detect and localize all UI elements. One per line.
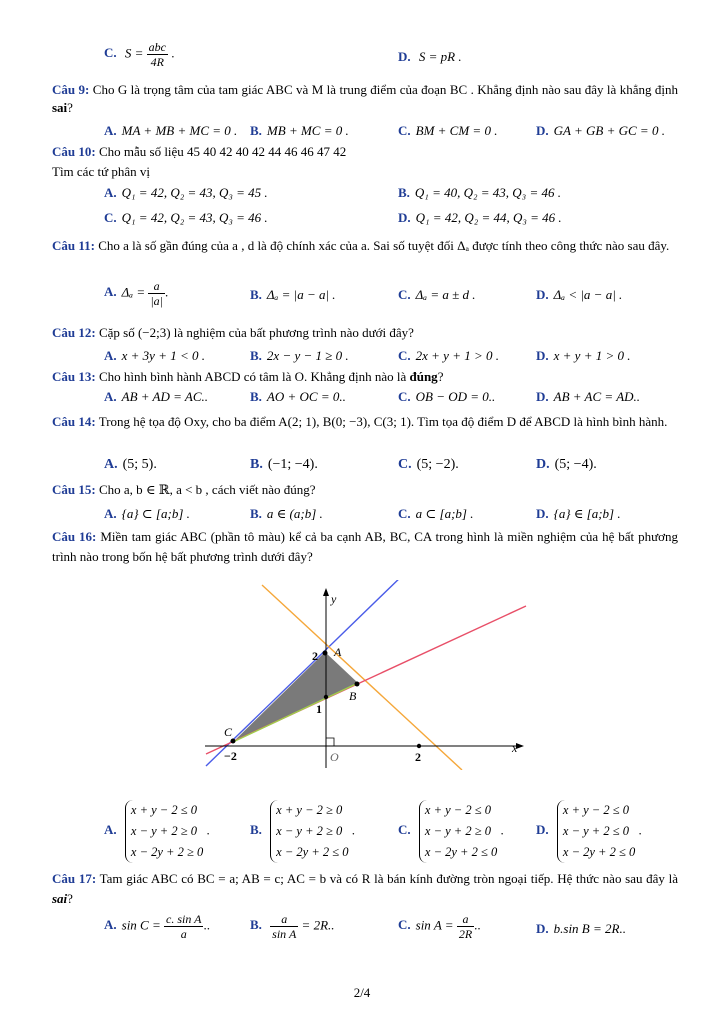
q10-option-a: A. Q₁ = 42, Q₂ = 43, Q₃ = 45 . — [104, 185, 268, 200]
q15-stem: Câu 15: Cho a, b ∈ ℝ, a < b , cách viết nào đúng? — [52, 482, 316, 497]
point-a — [323, 651, 328, 656]
q12-stem: Câu 12: Cặp số (−2;3) là nghiệm của bất phương trình nào dưới đây? — [52, 325, 414, 340]
q9-option-a: A. MA + MB + MC = 0 . — [104, 123, 238, 138]
q14-option-c: C. (5; −2). — [398, 457, 459, 472]
tick-y2: 2 — [312, 649, 318, 663]
origin-mark — [326, 738, 334, 746]
y-axis-arrow — [323, 588, 329, 596]
tick-x2: 2 — [415, 750, 421, 764]
q11-option-a: A. Δₐ = $\frac{a}{|a|}$ . — [104, 279, 169, 308]
q13-option-a: A. AB + AD = AC.. — [104, 389, 209, 404]
q10-option-d: D. Q₁ = 42, Q₂ = 44, Q₃ = 46 . — [398, 210, 562, 225]
q10-stem: Câu 10: Cho mẫu số liệu 45 40 42 40 42 44 46 46 47 42 — [52, 144, 347, 159]
q14-stem: Câu 14: Trong hệ tọa độ Oxy, cho ba điểm A(2; 1), B(0; −3), C(3; 1). Tìm tọa độ điểm D để ABCD là hình bình hành. — [52, 414, 668, 429]
inequality-system: x + y − 2 ≥ 0 x − y + 2 ≥ 0 x − 2y + 2 ≤ 0 — [270, 800, 348, 863]
q9-option-c: C. BM + CM = 0 . — [398, 123, 498, 138]
q17-option-c: C. sin A = $\frac{a}{2R}$ .. — [398, 912, 481, 941]
q16-option-b: B. x + y − 2 ≥ 0 x − y + 2 ≥ 0 x − 2y + 2 ≤ 0 . — [250, 800, 355, 863]
q12-option-d: D. x + y + 1 > 0 . — [536, 348, 631, 363]
label-x: x — [512, 741, 518, 755]
inequality-system: x + y − 2 ≤ 0 x − y + 2 ≥ 0 x − 2y + 2 ≥ 0 — [125, 800, 203, 863]
q11-option-c: C. Δₐ = a ± d . — [398, 287, 476, 302]
q14-option-a: A. (5; 5). — [104, 457, 157, 472]
point-x2 — [417, 744, 421, 748]
point-c — [231, 739, 236, 744]
q9-stem: Câu 9: Cho G là trọng tâm của tam giác ABC và M là trung điểm của đoạn BC . Khẳng định nào sau đây là khẳng định sai? — [52, 82, 679, 115]
q8-option-c: C. S = $\frac{\text{abc}}{4R}$ . — [104, 40, 175, 69]
q14-option-b: B. (−1; −4). — [250, 457, 318, 472]
q9-option-b: B. MB + MC = 0 . — [250, 123, 349, 138]
q15-option-b: B. a ∈ (a;b] . — [250, 506, 323, 521]
point-y1 — [324, 695, 328, 699]
q16-graph — [200, 580, 530, 770]
q16-option-a: A. x + y − 2 ≤ 0 x − y + 2 ≥ 0 x − 2y + 2 ≥ 0 . — [104, 800, 210, 863]
shaded-region — [233, 652, 358, 742]
q16-option-c: C. x + y − 2 ≤ 0 x − y + 2 ≥ 0 x − 2y + 2 ≤ 0 . — [398, 800, 504, 863]
q10-option-c: C. Q₁ = 42, Q₂ = 43, Q₃ = 46 . — [104, 210, 268, 225]
label-c: C — [224, 725, 233, 739]
q17-option-a: A. sin C = $\frac{\text{c. sin A}}{a}$ .. — [104, 912, 210, 941]
tick-y1: 1 — [316, 702, 322, 716]
q14-option-d: D. (5; −4). — [536, 457, 597, 472]
q9-option-d: D. GA + GB + GC = 0 . — [536, 123, 665, 138]
q11-stem: Câu 11: Cho a là số gần đúng của a , d là độ chính xác của a. Sai số tuyệt đối Δₐ được tính theo công thức nào sau đây. — [52, 238, 670, 253]
q8-option-d: D. S = pR . — [398, 49, 462, 64]
q16-option-d: D. x + y − 2 ≤ 0 x − y + 2 ≤ 0 x − 2y + 2 ≤ 0 . — [536, 800, 642, 863]
tick-xm2: −2 — [224, 749, 237, 763]
q17-option-d: D. b.sin B = 2R.. — [536, 921, 626, 936]
q13-option-b: B. AO + OC = 0.. — [250, 389, 346, 404]
inequality-system: x + y − 2 ≤ 0 x − y + 2 ≤ 0 x − 2y + 2 ≤ 0 — [557, 800, 635, 863]
q17-option-b: B. $\frac{a}{\text{sin A}}$ = 2R.. — [250, 912, 335, 941]
point-b — [355, 682, 360, 687]
line-orange — [262, 585, 462, 770]
q10-sub: Tìm các tứ phân vị — [52, 164, 151, 179]
q17-stem: Câu 17: Tam giác ABC có BC = a; AB = c; AC = b và có R là bán kính đường tròn ngoại tiếp. Hệ thức nào sau đây là sai? — [52, 871, 679, 906]
label-a: A — [334, 645, 342, 659]
page-number: 2/4 — [353, 985, 371, 1000]
q11-option-b: B. Δₐ = |a − a| . — [250, 287, 336, 302]
inequality-system: x + y − 2 ≤ 0 x − y + 2 ≥ 0 x − 2y + 2 ≤ 0 — [419, 800, 497, 863]
q13-stem: Câu 13: Cho hình bình hành ABCD có tâm là O. Khẳng định nào là đúng? — [52, 369, 444, 384]
q15-option-c: C. a ⊂ [a;b] . — [398, 506, 474, 521]
label-b: B — [349, 689, 357, 703]
q12-option-a: A. x + 3y + 1 < 0 . — [104, 348, 205, 363]
q15-option-d: D. {a} ∈ [a;b] . — [536, 506, 621, 521]
q10-option-b: B. Q₁ = 40, Q₂ = 43, Q₃ = 46 . — [398, 185, 561, 200]
q16-stem: Câu 16: Miền tam giác ABC (phần tô màu) kể cả ba cạnh AB, BC, CA trong hình là miền nghiệm của hệ bất phương trình nào trong bốn hệ bất phương trình dưới đây? — [52, 529, 679, 564]
q13-option-c: C. OB − OD = 0.. — [398, 389, 496, 404]
q15-option-a: A. {a} ⊂ [a;b] . — [104, 506, 190, 521]
q13-option-d: D. AB + AC = AD.. — [536, 389, 641, 404]
fraction: $\frac{\text{abc}}{4R}$ — [148, 40, 166, 69]
q11-option-d: D. Δₐ < |a − a| . — [536, 287, 623, 302]
q12-option-b: B. 2x − y − 1 ≥ 0 . — [250, 348, 349, 363]
label-origin: O — [330, 750, 339, 764]
label-y: y — [331, 592, 337, 606]
q12-option-c: C. 2x + y + 1 > 0 . — [398, 348, 499, 363]
